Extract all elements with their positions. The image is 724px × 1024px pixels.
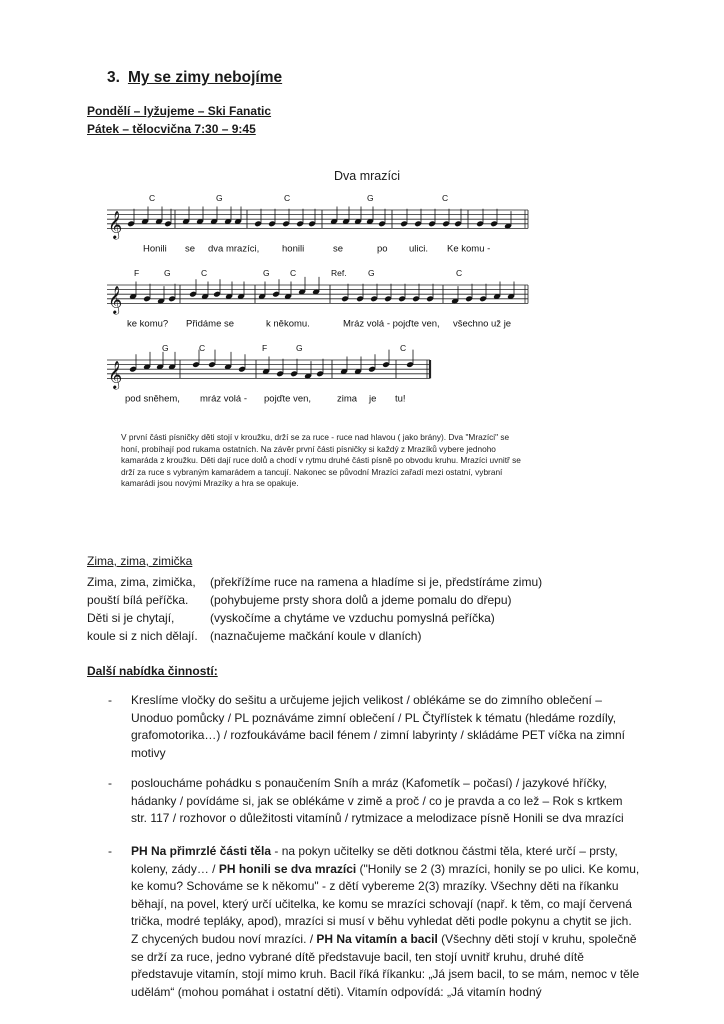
activity-plain: - na pokyn učitelky se děti dotknou částmi těla, které určí – prsty, koleny, zády… /	[131, 844, 618, 876]
lyric-word: Mráz volá - pojďte ven,	[343, 318, 440, 330]
song-instructions-text: V první části písničky děti stojí v kroužku, drží se za ruce - ruce nad hlavou ( jako brány). Dva "Mrazíci" se honí, probíhají pod rukama ostatních. Na závěr první části písničky si každý z Mrazíků vybere jednoho kamaráda z kroužku. Děti dají ruce dolů a chodí v rytmu druhé části písně po obvodu kruhu. Mrazíci uvnitř se drží za ruce s vybraným kamarádem a tancují. Nakonec se původní Mrazíci zařadí mezi ostatní, vybraní kamarádi jsou novými Mrazíky a hra se opakuje.	[121, 432, 521, 489]
rhyme-verse: koule si z nich dělají.	[87, 629, 198, 643]
chord-label: G	[367, 193, 374, 203]
lyric-word: je	[369, 393, 377, 405]
activity-plain: (Všechny děti stojí v kruhu, společně se drží za ruce, jedno vybrané dítě představuje bacil, ten stojí uvnitř kruhu, druhé dítě představuje vitamín, stojí mimo kruh. Bacil říká říkanku: „Já jsem bacil, to se mám, nemoc v těle udělám“ (mohou pomáhat i ostatní děti). Vitamín odpovídá: „Já vitamín hodný	[131, 931, 640, 999]
activities-title: Další nabídka činností:	[87, 664, 218, 678]
rhyme-action: (vyskočíme a chytáme ve vzduchu pomyslná peříčka)	[210, 611, 495, 625]
chord-label: C	[284, 193, 291, 203]
bullet-dash: -	[108, 776, 112, 790]
rhyme-verse: Děti si je chytají,	[87, 611, 175, 625]
chord-label: G	[162, 343, 169, 353]
rhyme-verse: pouští bílá peříčka.	[87, 593, 189, 607]
activity-plain: ("Honily se 2 (3) mrazíci, honily se po ulici. Ke komu, ke komu? Schováme se k někomu" - z dětí vybereme 2(3) mrazíky. Všechny děti na říkanku běhají, na povel, který určí učitelka, ke komu se mrazíci schovají (např. k těm, co mají červená trička, modré tepláky, apod), mrazíci si musí v běhu vyhledat děti podle pokynu a chytit se jich. Z chycených budou noví mrazíci. /	[131, 861, 640, 946]
lyric-word: honili	[282, 243, 305, 255]
chord-label: G	[368, 268, 375, 278]
activity-bold: PH Na vitamín a bacil	[316, 931, 438, 946]
lyric-word: zima	[337, 393, 358, 405]
activity-text: Kreslíme vločky do sešitu a určujeme jejich velikost / oblékáme se do zimního oblečení – Unoduo pomůcky / PL poznáváme zimní oblečení / PL Čtyřlístek k tématu (hledáme rozdíly, grafomotorika…) / rozfoukáváme bacil fénem / zimní labyrinty / skládáme PET víčka na zimní motivy	[131, 693, 625, 760]
activity-bold: PH Na přimrzlé části těla	[131, 844, 272, 858]
lyric-word: tu!	[395, 393, 406, 405]
activity-item	[108, 775, 641, 828]
rhyme-action: (pohybujeme prsty shora dolů a jdeme pomalu do dřepu)	[210, 593, 512, 607]
chord-label: G	[296, 343, 303, 353]
lyric-word: se	[185, 243, 196, 255]
chord-label: Ref.	[331, 268, 347, 278]
lyric-word: po	[377, 243, 388, 255]
chord-label: C	[456, 268, 463, 278]
activity-item	[108, 843, 641, 1001]
activity-item	[108, 692, 641, 762]
lyric-word: ulici.	[409, 243, 429, 255]
chord-label: F	[134, 268, 140, 278]
lyric-word: pojďte ven,	[264, 393, 312, 405]
activity-text: posloucháme pohádku s ponaučením Sníh a mráz (Kafometík – počasí) / jazykové hříčky, hádanky / povídáme si, jak se oblékáme v zimě a proč / co je pravda a co lež – Rok s krtkem str. 117 / rozhovor o důležitosti vitamínů / rytmizace a melodizace písně Honili se dva mrazíci	[131, 776, 624, 826]
chord-label: C	[201, 268, 208, 278]
lyric-word: dva mrazíci,	[208, 243, 260, 255]
sheet-music	[0, 0, 724, 420]
chord-label: C	[400, 343, 407, 353]
song-title: Dva mrazíci	[334, 169, 400, 183]
chord-label: C	[199, 343, 206, 353]
schedule-line-friday: Pátek – tělocvična 7:30 – 9:45	[87, 122, 256, 136]
treble-clef-icon: 𝄞	[108, 210, 123, 239]
chord-label: C	[149, 193, 156, 203]
section-title: My se zimy nebojíme	[127, 69, 283, 86]
lyric-word: Honili	[143, 243, 167, 255]
chord-label: G	[263, 268, 270, 278]
lyric-word: ke komu?	[127, 318, 169, 330]
lyric-word: mráz volá -	[200, 393, 247, 405]
lyric-word: Přidáme se	[186, 318, 235, 330]
bullet-dash: -	[108, 844, 112, 858]
rhyme-verse: Zima, zima, zimička,	[87, 575, 196, 589]
lyric-word: všechno už je	[453, 318, 512, 330]
rhyme-action: (naznačujeme mačkání koule v dlaních)	[210, 629, 422, 643]
chord-label: C	[290, 268, 297, 278]
chord-label: F	[262, 343, 268, 353]
treble-clef-icon: 𝄞	[108, 285, 123, 314]
bullet-dash: -	[108, 693, 112, 707]
activity-bold: PH honili se dva mrazíci	[218, 861, 357, 876]
lyric-word: k někomu.	[266, 318, 310, 330]
schedule-line-monday: Pondělí – lyžujeme – Ski Fanatic	[87, 104, 272, 118]
song-instructions	[121, 432, 521, 490]
lyric-word: se	[333, 243, 344, 255]
lyric-word: pod sněhem,	[125, 393, 180, 405]
rhyme-title: Zima, zima, zimička	[87, 554, 193, 568]
activity-text-rich	[131, 843, 641, 1001]
chord-label: G	[164, 268, 171, 278]
rhyme-action: (překřížíme ruce na ramena a hladíme si je, předstíráme zimu)	[210, 575, 543, 589]
chord-label: C	[442, 193, 449, 203]
section-number: 3.	[107, 69, 120, 86]
chord-label: G	[216, 193, 223, 203]
treble-clef-icon: 𝄞	[108, 360, 123, 389]
lyric-word: Ke komu -	[447, 243, 491, 255]
